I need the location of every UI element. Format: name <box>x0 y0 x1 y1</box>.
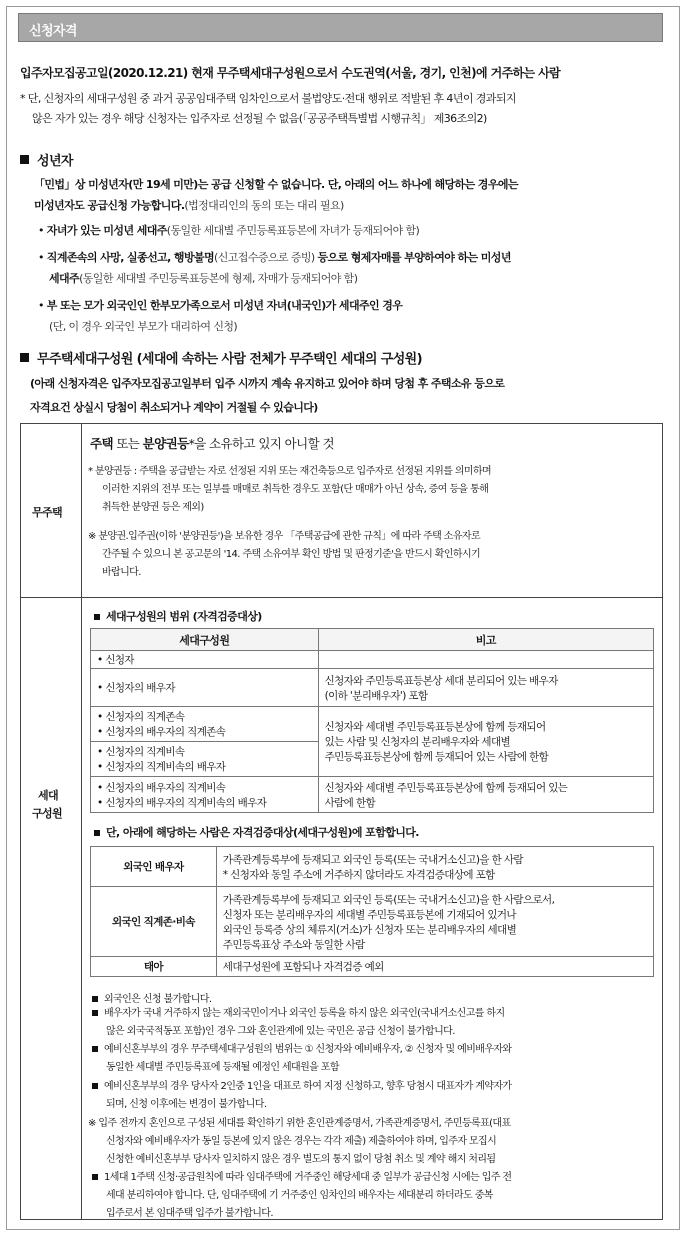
adult-heading: 성년자 <box>20 150 73 169</box>
nohouse-note-3: 취득한 분양권 등은 제외) <box>102 502 204 513</box>
note-2: 배우자가 국내 거주하지 않는 재외국민이거나 외국인 등록을 하지 않은 외국인(국내거소신고를 하지 <box>92 1004 505 1019</box>
adult-bullet-2: • 직계존속의 사망, 실종선고, 행방불명(신고접수증으로 증빙) 등으로 형제자매를 부양하여야 하는 미성년 <box>38 251 511 264</box>
nohouse-note-2: 이러한 지위의 전부 또는 일부를 매매로 취득한 경우도 포함(단 매매가 아닌 상속, 증여 등을 통해 <box>102 484 489 495</box>
scope-row-spouse: • 신청자의 배우자 <box>91 669 319 707</box>
adult-p2: 미성년자도 공급신청 가능합니다.(법정대리인의 동의 또는 대리 필요) <box>34 199 344 212</box>
scope-row-spouse-descendant: • 신청자의 배우자의 직계비속 • 신청자의 배우자의 직계비속의 배우자 <box>91 777 319 813</box>
section-title: 신청자격 <box>29 24 77 39</box>
note-5: ※ 입주 전까지 혼인으로 구성된 세대를 확인하기 위한 혼인관계증명서, 가족관계증명서, 주민등록표(대표 <box>88 1118 511 1129</box>
scope-row-ascendant: • 신청자의 직계존속 • 신청자의 배우자의 직계존속 <box>91 707 319 742</box>
scope-row-descendant: • 신청자의 직계비속 • 신청자의 직계비속의 배우자 <box>91 742 319 777</box>
member-label-2: 구성원 <box>32 807 63 820</box>
scope-table <box>90 628 654 813</box>
nohouse-mark-2: 간주될 수 있으니 본 공고문의 '14. 주택 소유여부 확인 방법 및 판정기준'을 반드시 확인하시기 <box>102 549 481 560</box>
nohouse-label: 무주택 <box>32 506 63 519</box>
note-1: 외국인은 신청 불가합니다. <box>92 990 211 1005</box>
include-foreign-spouse: 외국인 배우자 <box>91 847 217 887</box>
square-bullet-icon <box>20 155 29 164</box>
note-4: 예비신혼부부의 경우 당사자 2인중 1인을 대표로 하여 지정 신청하고, 향후 당첨시 대표자가 계약자가 <box>92 1077 511 1092</box>
intro-note-2: 않은 자가 있는 경우 해당 신청자는 입주자로 선정될 수 없음(「공공주택특별법 시행규칙」 제36조의2) <box>32 112 487 125</box>
scope-col-note: 비고 <box>318 629 653 651</box>
square-bullet-icon <box>92 1174 98 1180</box>
adult-bullet-3-cont: (단, 이 경우 외국인 부모가 대리하여 신청) <box>49 320 238 333</box>
scope-row-applicant: • 신청자 <box>91 651 319 669</box>
adult-bullet-3: • 부 또는 모가 외국인인 한부모가족으로서 미성년 자녀(내국인)가 세대주인 경우 <box>38 299 403 312</box>
household-p1: (아래 신청자격은 입주자모집공고일부터 입주 시까지 계속 유지하고 있어야 하며 당첨 후 주택소유 등으로 <box>30 377 505 390</box>
scope-row-spouse-note: 신청자와 주민등록표등본상 세대 분리되어 있는 배우자 (이하 '분리배우자') 포함 <box>318 669 653 707</box>
adult-bullet-2-cont: 세대주(동일한 세대별 주민등록표등본에 형제, 자매가 등재되어야 함) <box>49 272 358 285</box>
adult-bullet-1: • 자녀가 있는 미성년 세대주(동일한 세대별 주민등록표등본에 자녀가 등재되어야 함) <box>38 224 420 237</box>
square-bullet-icon <box>92 1010 98 1016</box>
scope-heading: 세대구성원의 범위 (자격검증대상) <box>94 608 262 624</box>
adult-p1: 「민법」상 미성년자(만 19세 미만)는 공급 신청할 수 없습니다. 단, 아래의 어느 하나에 해당하는 경우에는 <box>34 178 518 191</box>
note-5-cont-1: 신청자와 예비배우자가 동일 등본에 있지 않은 경우는 각각 제출) 제출하여야 하며, 입주자 모집시 <box>106 1136 497 1147</box>
nohouse-mark-3: 바랍니다. <box>102 567 141 578</box>
note-6-cont-2: 입주로서 본 임대주택 입주가 불가합니다. <box>106 1208 273 1219</box>
square-bullet-icon <box>20 353 29 362</box>
intro-note-1: * 단, 신청자의 세대구성원 중 과거 공공임대주택 임차인으로서 불법양도·전대 행위로 적발된 후 4년이 경과되지 <box>20 92 516 105</box>
note-3-cont: 동일한 세대별 주민등록표에 등재될 예정인 세대원을 포함 <box>106 1062 339 1073</box>
note-3: 예비신혼부부의 경우 무주택세대구성원의 범위는 ① 신청자와 예비배우자, ② 신청자 및 예비배우자와 <box>92 1040 512 1055</box>
nohouse-mark-1: ※ 분양권.입주권(이하 '분양권등')을 보유한 경우 「주택공급에 관한 규칙」에 따라 주택 소유자로 <box>88 531 481 542</box>
square-bullet-icon <box>94 614 100 620</box>
household-heading: 무주택세대구성원 (세대에 속하는 사람 전체가 무주택인 세대의 구성원) <box>20 348 422 367</box>
include-foreign-spouse-note: 가족관계등록부에 등재되고 외국인 등록(또는 국내거소신고)을 한 사람 * 신청자와 동일 주소에 거주하지 않더라도 자격검증대상에 포함 <box>216 847 653 887</box>
note-4-cont: 되며, 신청 이후에는 변경이 불가합니다. <box>106 1099 267 1110</box>
scope-row-lineal-note: 신청자와 세대별 주민등록표등본상에 함께 등재되어 있는 사람 및 신청자의 분리배우자와 세대별 주민등록표등본상에 함께 등재되어 있는 사람에 한함 <box>318 707 653 777</box>
include-heading: 단, 아래에 해당하는 사람은 자격검증대상(세대구성원)에 포함합니다. <box>94 824 419 840</box>
section-title-bar <box>18 13 663 42</box>
scope-col-member: 세대구성원 <box>91 629 319 651</box>
intro-main: 입주자모집공고일(2020.12.21) 현재 무주택세대구성원으로서 수도권역(서울, 경기, 인천)에 거주하는 사람 <box>20 66 561 80</box>
square-bullet-icon <box>92 1046 98 1052</box>
scope-row-spouse-descendant-note: 신청자와 세대별 주민등록표등본상에 함께 등재되어 있는 사람에 한함 <box>318 777 653 813</box>
include-fetus: 태아 <box>91 957 217 977</box>
note-6-cont-1: 세대 분리하여야 합니다. 단, 임대주택에 기 거주중인 임차인의 배우자는 세대분리 하더라도 중복 <box>106 1190 493 1201</box>
include-table <box>90 846 654 977</box>
include-foreign-lineal: 외국인 직계존·비속 <box>91 887 217 957</box>
household-p2: 자격요건 상실시 당첨이 취소되거나 계약이 거절될 수 있습니다) <box>30 401 318 414</box>
square-bullet-icon <box>92 1083 98 1089</box>
include-foreign-lineal-note: 가족관계등록부에 등재되고 외국인 등록(또는 국내거소신고)을 한 사람으로서, 신청자 또는 분리배우자의 세대별 주민등록표등본에 기재되어 있거나 외국인 등록증 상의 체류지(거소)가 신청자 또는 분리배우자의 세대별 주민등록표상 주소와 동일한 사람 <box>216 887 653 957</box>
note-6: 1세대 1주택 신청·공급원칙에 따라 임대주택에 거주중인 해당세대 중 일부가 공급신청 시에는 입주 전 <box>92 1168 511 1183</box>
note-5-cont-2: 신청한 예비신혼부부 당사자 일치하지 않은 경우 별도의 통지 없이 당첨 취소 및 계약 해지 처리됨 <box>106 1154 496 1165</box>
square-bullet-icon <box>94 830 100 836</box>
member-label-1: 세대 <box>38 789 59 802</box>
include-fetus-note: 세대구성원에 포함되나 자격검증 예외 <box>216 957 653 977</box>
nohouse-main: 주택 또는 분양권등*을 소유하고 있지 아니할 것 <box>90 436 334 451</box>
note-2-cont: 않은 외국국적동포 포함)인 경우 그와 혼인관계에 있는 국민은 공급 신청이 불가합니다. <box>106 1026 455 1037</box>
square-bullet-icon <box>92 996 98 1002</box>
nohouse-note-1: * 분양권등 : 주택을 공급받는 자로 선정된 지위 또는 재건축등으로 입주자로 선정된 지위를 의미하며 <box>88 466 492 477</box>
